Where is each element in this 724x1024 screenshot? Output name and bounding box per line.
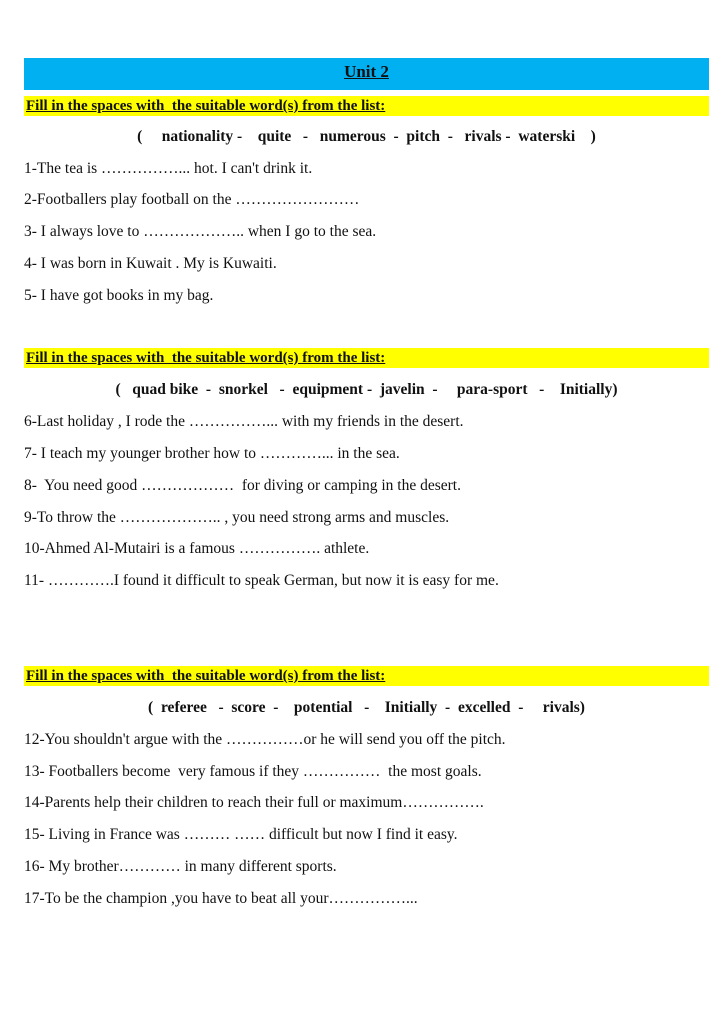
question-3: 3- I always love to ……………….. when I go to the sea.	[24, 223, 377, 240]
question-17: 17-To be the champion ,you have to beat all your……………...	[24, 890, 418, 907]
section-1-instruction: Fill in the spaces with the suitable word(s) from the list:	[24, 96, 709, 116]
section-2-word-list: ( quad bike - snorkel - equipment - javelin - para-sport - Initially)	[115, 381, 618, 398]
question-15: 15- Living in France was ……… …… difficult but now I find it easy.	[24, 826, 458, 843]
section-3-word-list: ( referee - score - potential - Initially - excelled - rivals)	[148, 699, 585, 716]
unit-title: Unit 2	[344, 62, 389, 81]
question-2: 2-Footballers play football on the ……………………	[24, 191, 360, 208]
question-9: 9-To throw the ……………….. , you need strong arms and muscles.	[24, 509, 450, 526]
question-5: 5- I have got books in my bag.	[24, 287, 214, 304]
question-6: 6-Last holiday , I rode the ……………... with my friends in the desert.	[24, 413, 464, 430]
question-14: 14-Parents help their children to reach their full or maximum…………….	[24, 794, 484, 811]
unit-header	[24, 58, 709, 90]
question-8: 8- You need good ……………… for diving or camping in the desert.	[24, 477, 461, 494]
section-3-instruction: Fill in the spaces with the suitable word(s) from the list:	[24, 666, 709, 686]
section-2-instruction: Fill in the spaces with the suitable word(s) from the list:	[24, 348, 709, 368]
question-1: 1-The tea is ……………... hot. I can't drink it.	[24, 160, 313, 177]
question-4: 4- I was born in Kuwait . My is Kuwaiti.	[24, 255, 277, 272]
section-1-word-list: ( nationality - quite - numerous - pitch - rivals - waterski )	[137, 128, 596, 145]
question-10: 10-Ahmed Al-Mutairi is a famous ……………. athlete.	[24, 540, 370, 557]
question-11: 11- ………….I found it difficult to speak German, but now it is easy for me.	[24, 572, 499, 589]
question-12: 12-You shouldn't argue with the ……………or he will send you off the pitch.	[24, 731, 506, 748]
question-16: 16- My brother………… in many different sports.	[24, 858, 337, 875]
question-13: 13- Footballers become very famous if they …………… the most goals.	[24, 763, 482, 780]
question-7: 7- I teach my younger brother how to …………... in the sea.	[24, 445, 400, 462]
